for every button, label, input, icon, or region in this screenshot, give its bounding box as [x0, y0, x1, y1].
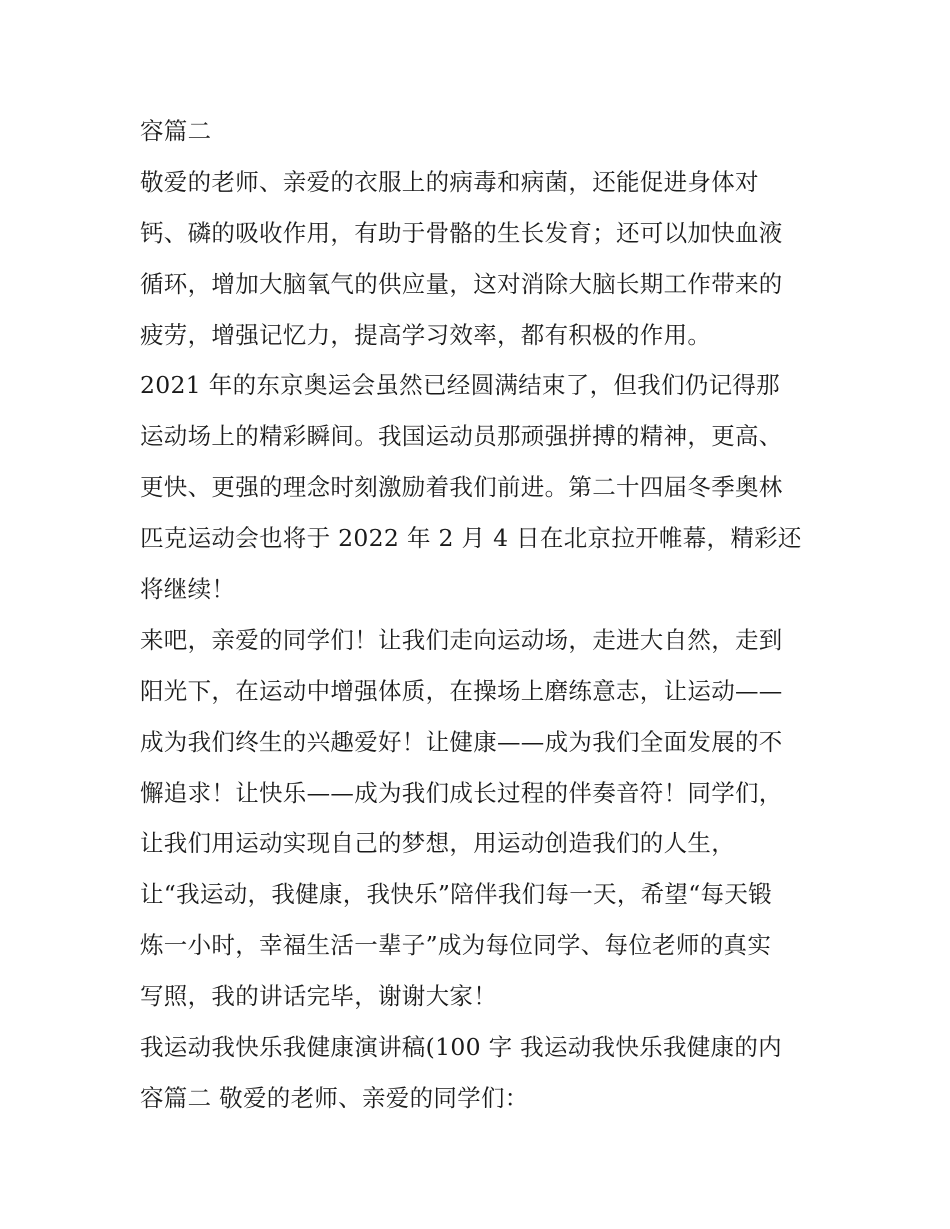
document-body [140, 106, 820, 1124]
text-line: 疲劳，增强记忆力，提高学习效率，都有积极的作用。 [140, 320, 712, 349]
text-line: 炼一小时，幸福生活一辈子”成为每位同学、每位老师的真实 [140, 931, 772, 960]
text-line: 容篇二 [140, 117, 212, 145]
text-line: 运动场上的精彩瞬间。我国运动员那顽强拼搏的精神，更高、 [140, 422, 783, 451]
text-line: 让我们用运动实现自己的梦想，用运动创造我们的人生， [140, 829, 735, 858]
text-line: 匹克运动会也将于 2022 年 2 月 4 日在北京拉开帷幕，精彩还 [140, 524, 802, 553]
text-line: 将继续！ [140, 575, 236, 604]
text-line: 我运动我快乐我健康演讲稿(100 字 我运动我快乐我健康的内 [140, 1033, 782, 1062]
text-line: 敬爱的老师、亲爱的衣服上的病毒和病菌，还能促进身体对 [140, 167, 759, 196]
text-line: 阳光下，在运动中增强体质，在操场上磨练意志，让运动—— [140, 676, 783, 705]
text-line: 2021 年的东京奥运会虽然已经圆满结束了，但我们仍记得那 [140, 371, 780, 400]
text-line: 懈追求！让快乐——成为我们成长过程的伴奏音符！同学们， [140, 778, 783, 807]
text-line: 循环，增加大脑氧气的供应量，这对消除大脑长期工作带来的 [140, 269, 783, 298]
text-line: 容篇二 敬爱的老师、亲爱的同学们： [140, 1083, 529, 1112]
text-line: 钙、磷的吸收作用，有助于骨骼的生长发育；还可以加快血液 [140, 218, 783, 247]
text-line: 写照，我的讲话完毕，谢谢大家！ [140, 982, 497, 1011]
text-line: 更快、更强的理念时刻激励着我们前进。第二十四届冬季奥林 [140, 473, 783, 502]
text-line: 来吧，亲爱的同学们！让我们走向运动场，走进大自然，走到 [140, 625, 783, 654]
text-line: 让“我运动，我健康，我快乐”陪伴我们每一天，希望“每天锻 [140, 880, 772, 909]
text-line: 成为我们终生的兴趣爱好！让健康——成为我们全面发展的不 [140, 727, 783, 756]
